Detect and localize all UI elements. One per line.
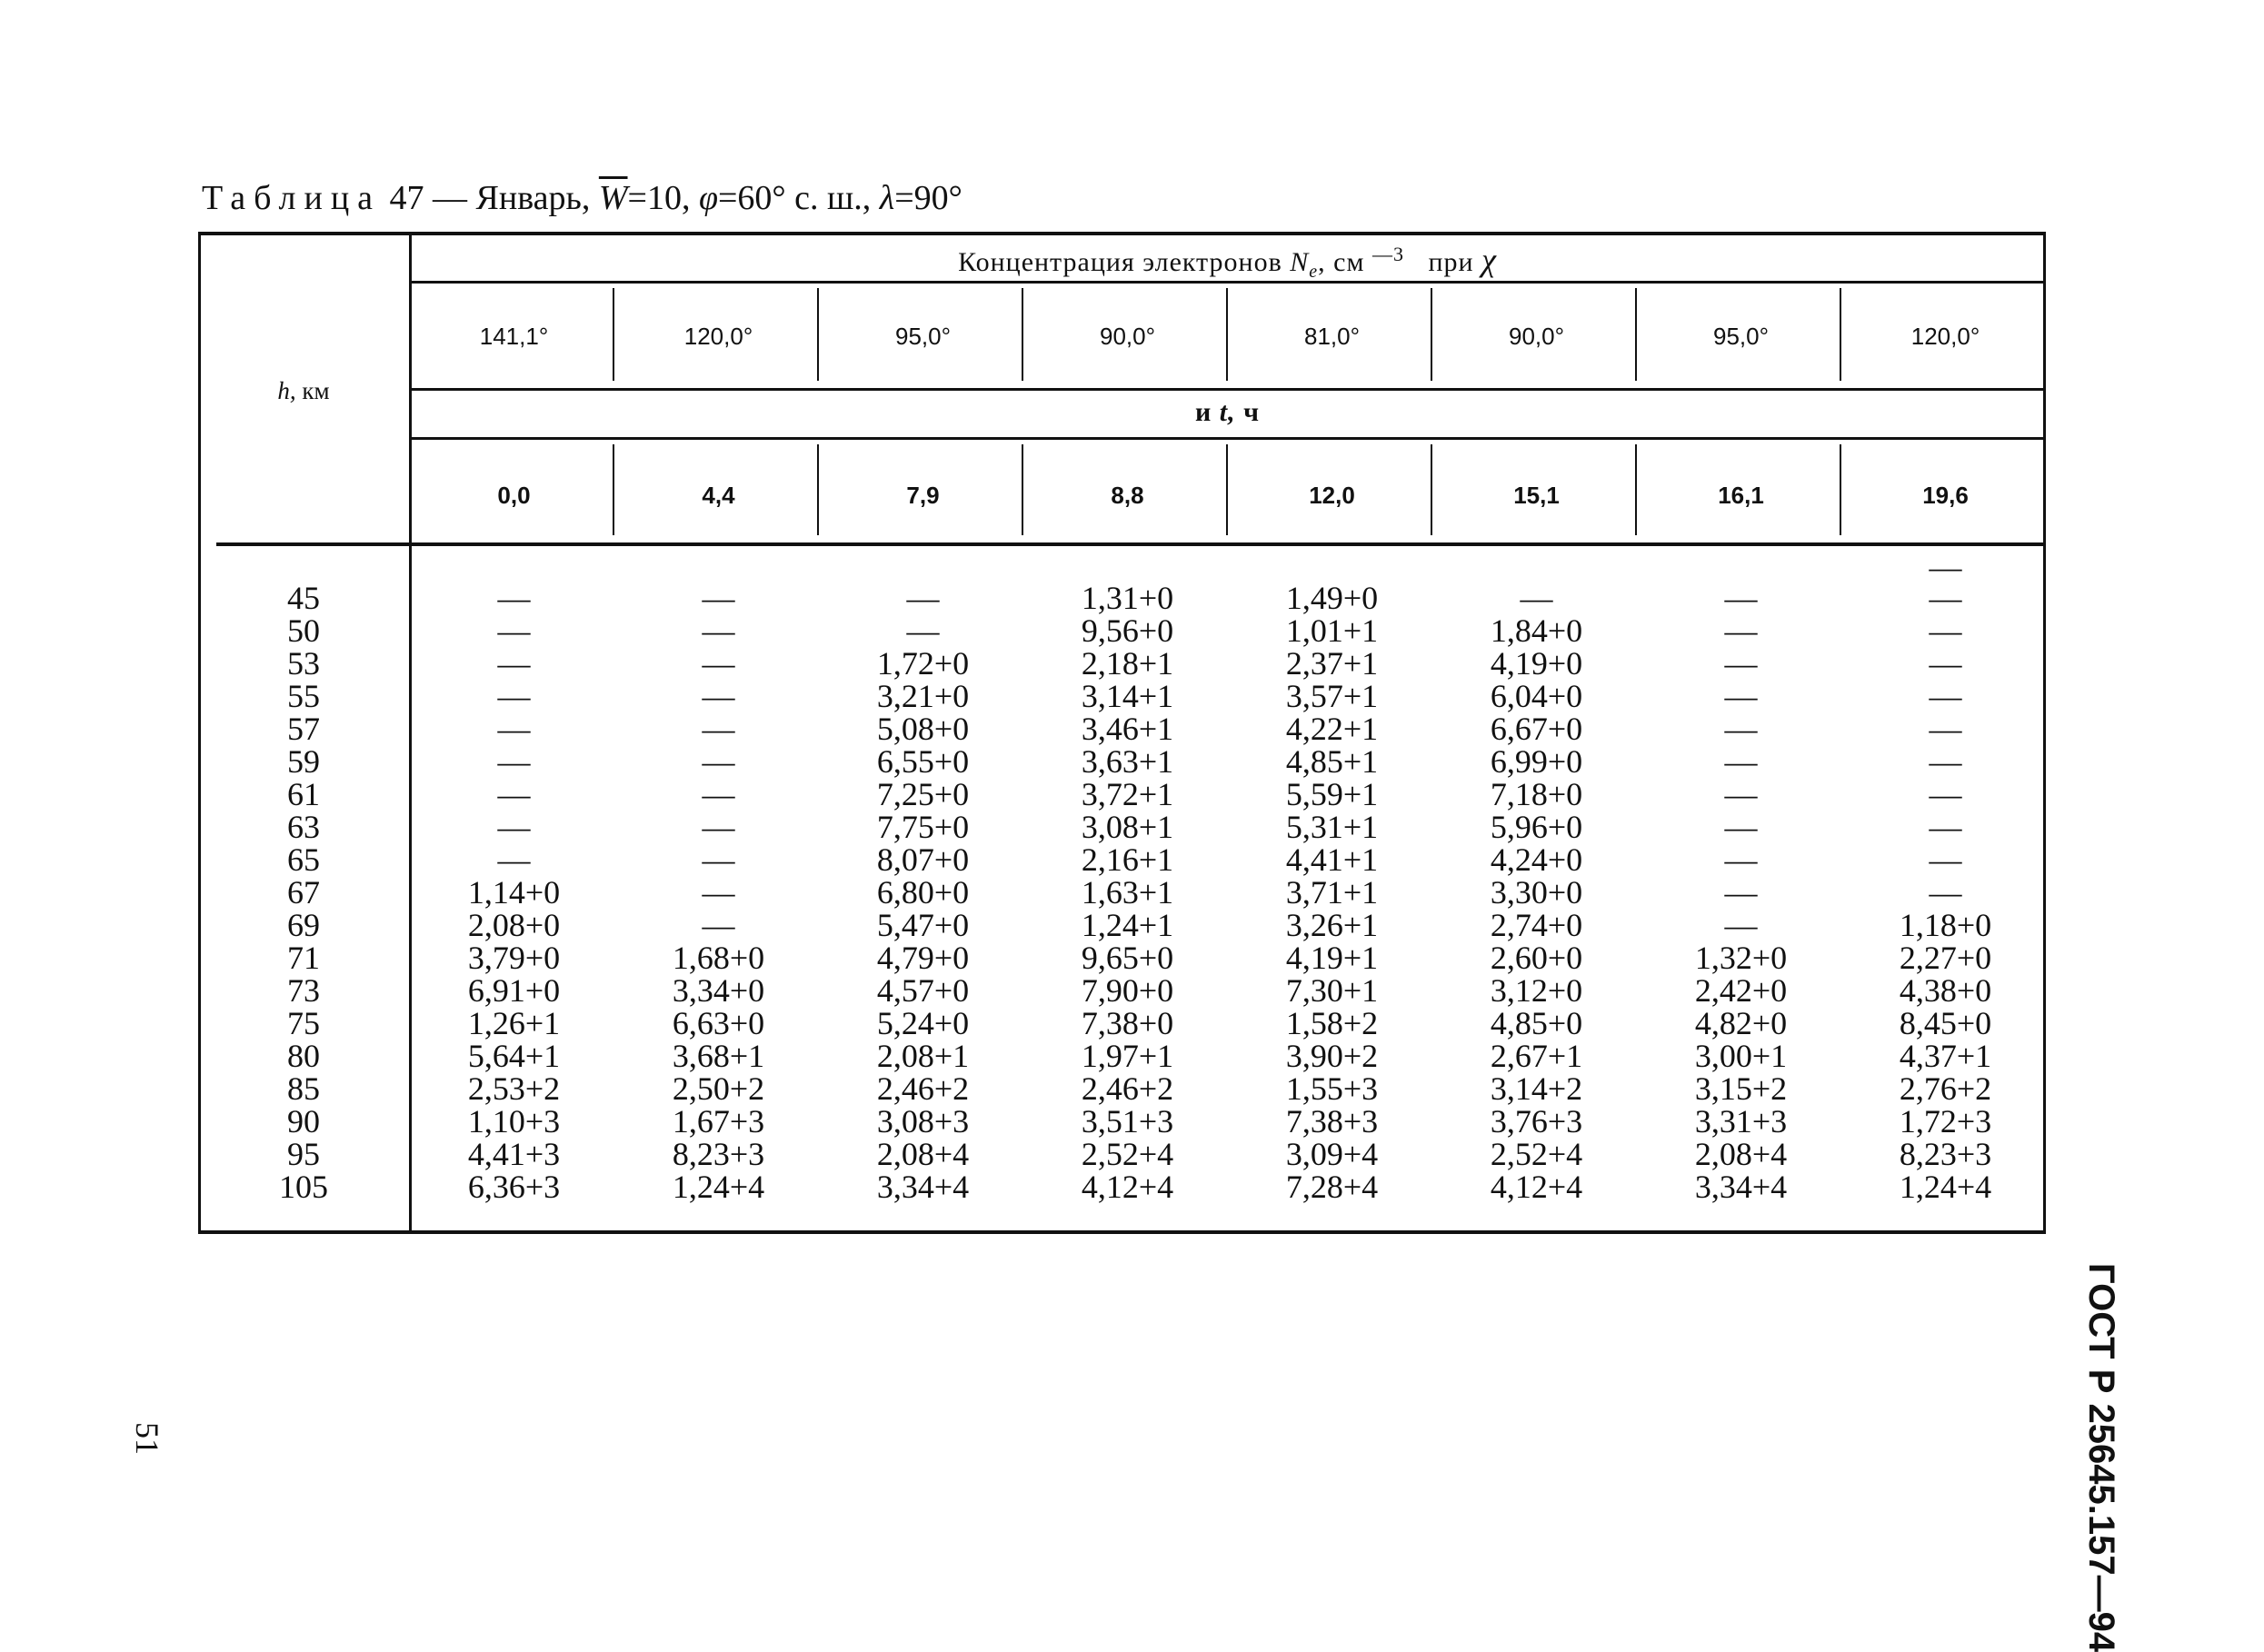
value-cell: 1,24+4 <box>672 1169 765 1205</box>
value-cell: 1,24+1 <box>1081 907 1174 943</box>
value-cell: — <box>1724 612 1758 649</box>
value-cell: 6,91+0 <box>467 972 561 1009</box>
value-cell: 2,42+0 <box>1694 972 1788 1009</box>
value-cell: 7,75+0 <box>876 809 970 845</box>
value-cell: 3,12+0 <box>1490 972 1583 1009</box>
value-column <box>1843 582 2048 1203</box>
value-cell: 6,36+3 <box>467 1169 561 1205</box>
value-cell: — <box>906 580 940 616</box>
value-cell: — <box>497 841 531 878</box>
t-value: 0,0 <box>497 482 531 509</box>
value-cell: 8,23+3 <box>672 1136 765 1172</box>
value-cell: 3,08+1 <box>1081 809 1174 845</box>
concentration-pri: при <box>1428 247 1474 277</box>
h-cell: 53 <box>287 645 320 682</box>
value-cell: 2,60+0 <box>1490 940 1583 976</box>
value-cell: — <box>1724 580 1758 616</box>
value-column <box>616 582 821 1203</box>
value-cell: 4,82+0 <box>1694 1005 1788 1041</box>
value-cell: 4,38+0 <box>1899 972 1992 1009</box>
caption-w-symbol: $\overline{W}$ <box>598 179 628 217</box>
value-cell: 2,08+0 <box>467 907 561 943</box>
value-cell: 1,68+0 <box>672 940 765 976</box>
value-cell: 3,76+3 <box>1490 1103 1583 1139</box>
value-cell: 1,72+3 <box>1899 1103 1992 1139</box>
header-rule-3 <box>412 437 2043 440</box>
value-cell: — <box>1724 841 1758 878</box>
value-cell: 7,90+0 <box>1081 972 1174 1009</box>
value-cell: 3,26+1 <box>1285 907 1379 943</box>
value-cell: — <box>1724 809 1758 845</box>
value-cell: 3,46+1 <box>1081 711 1174 747</box>
h-cell: 45 <box>287 580 320 616</box>
value-column <box>1230 582 1434 1203</box>
value-cell: 1,14+0 <box>467 874 561 911</box>
caption-lambda-value: =90° <box>894 179 962 217</box>
value-cell: — <box>1929 776 1962 812</box>
h-cell: 75 <box>287 1005 320 1041</box>
chi-value: 120,0° <box>683 323 753 350</box>
value-cell: — <box>1929 678 1962 714</box>
value-cell: — <box>497 580 531 616</box>
value-cell: 2,08+4 <box>876 1136 970 1172</box>
h-cell: 90 <box>287 1103 320 1139</box>
value-cell: 2,08+4 <box>1694 1136 1788 1172</box>
h-column <box>198 582 409 1203</box>
value-cell: — <box>1929 874 1962 911</box>
value-cell: — <box>1724 907 1758 943</box>
value-cell: — <box>497 612 531 649</box>
value-cell: 6,04+0 <box>1490 678 1583 714</box>
t-value: 8,8 <box>1111 482 1144 509</box>
value-cell: 1,58+2 <box>1285 1005 1379 1041</box>
value-cell: 2,18+1 <box>1081 645 1174 682</box>
t-value: 16,1 <box>1718 482 1764 509</box>
value-cell: — <box>906 612 940 649</box>
h-cell: 55 <box>287 678 320 714</box>
value-cell: 6,55+0 <box>876 743 970 780</box>
value-column <box>1639 582 1843 1203</box>
h-cell: 63 <box>287 809 320 845</box>
h-cell: 71 <box>287 940 320 976</box>
value-cell: 2,67+1 <box>1490 1038 1583 1074</box>
value-cell: — <box>497 743 531 780</box>
value-cell: — <box>702 711 735 747</box>
header-rule-2 <box>412 388 2043 391</box>
value-cell: 2,76+2 <box>1899 1070 1992 1107</box>
value-cell: 7,30+1 <box>1285 972 1379 1009</box>
value-cell: 2,27+0 <box>1899 940 1992 976</box>
value-cell: 3,31+3 <box>1694 1103 1788 1139</box>
t-prefix: и <box>1194 397 1212 427</box>
h-unit: км <box>302 377 330 404</box>
value-cell: — <box>1724 645 1758 682</box>
h-cell: 65 <box>287 841 320 878</box>
data-table <box>198 232 2046 1231</box>
caption-phi-symbol: φ <box>698 179 718 217</box>
h-cell: 95 <box>287 1136 320 1172</box>
chi-symbol: χ <box>1481 242 1497 278</box>
h-cell: 69 <box>287 907 320 943</box>
chi-value: 90,0° <box>1099 323 1155 350</box>
value-cell: 3,30+0 <box>1490 874 1583 911</box>
value-cell: 3,00+1 <box>1694 1038 1788 1074</box>
value-cell: — <box>1929 743 1962 780</box>
standard-designation: ГОСТ Р 25645.157—94 <box>2081 1263 2121 1652</box>
table-top-rule <box>198 232 2046 235</box>
t-symbol: t, <box>1219 397 1236 427</box>
value-cell: — <box>702 612 735 649</box>
caption-number-month: 47 — Январь, <box>389 179 591 217</box>
page-number: 51 <box>129 1422 165 1455</box>
value-cell: 1,67+3 <box>672 1103 765 1139</box>
value-cell: 2,52+4 <box>1490 1136 1583 1172</box>
h-cell: 105 <box>279 1169 328 1205</box>
value-cell: 2,16+1 <box>1081 841 1174 878</box>
value-cell: — <box>1724 874 1758 911</box>
h-cell: 80 <box>287 1038 320 1074</box>
value-cell: — <box>702 841 735 878</box>
value-cell: 2,37+1 <box>1285 645 1379 682</box>
value-cell: 8,23+3 <box>1899 1136 1992 1172</box>
value-cell: 4,37+1 <box>1899 1038 1992 1074</box>
h-cell: 73 <box>287 972 320 1009</box>
value-cell: — <box>497 809 531 845</box>
value-cell: — <box>1929 580 1962 616</box>
value-cell: 3,71+1 <box>1285 874 1379 911</box>
t-value: 7,9 <box>906 482 940 509</box>
value-cell: — <box>702 874 735 911</box>
chi-value: 95,0° <box>1712 323 1769 350</box>
value-cell: — <box>1520 580 1553 616</box>
value-cell: — <box>1929 612 1962 649</box>
value-cell: 1,10+3 <box>467 1103 561 1139</box>
value-cell: 1,32+0 <box>1694 940 1788 976</box>
concentration-power: —3 <box>1371 243 1404 265</box>
value-cell: — <box>1929 645 1962 682</box>
value-cell: 3,79+0 <box>467 940 561 976</box>
value-cell: 3,63+1 <box>1081 743 1174 780</box>
value-cell: — <box>702 907 735 943</box>
h-km-header <box>198 377 409 405</box>
t-value: 4,4 <box>702 482 735 509</box>
value-column <box>1025 582 1230 1203</box>
value-cell: — <box>702 678 735 714</box>
value-cell: 5,64+1 <box>467 1038 561 1074</box>
value-column <box>412 582 616 1203</box>
value-cell: 1,72+0 <box>876 645 970 682</box>
value-cell: — <box>1929 711 1962 747</box>
value-cell: 4,22+1 <box>1285 711 1379 747</box>
value-cell: — <box>702 776 735 812</box>
chi-value: 141,1° <box>479 323 549 350</box>
caption-phi-value: =60° с. ш., <box>717 179 872 217</box>
value-cell: 3,90+2 <box>1285 1038 1379 1074</box>
caption-w-value: =10, <box>627 179 691 217</box>
value-cell: 3,34+4 <box>876 1169 970 1205</box>
value-cell: 8,07+0 <box>876 841 970 878</box>
t-value: 15,1 <box>1513 482 1560 509</box>
value-cell: 1,55+3 <box>1285 1070 1379 1107</box>
value-cell: — <box>1929 809 1962 845</box>
value-cell: — <box>702 645 735 682</box>
value-cell: 3,14+1 <box>1081 678 1174 714</box>
value-cell: — <box>1724 678 1758 714</box>
value-cell: 3,34+4 <box>1694 1169 1788 1205</box>
concentration-header <box>412 241 2043 283</box>
value-cell: 5,08+0 <box>876 711 970 747</box>
value-cell: 1,24+4 <box>1899 1169 1992 1205</box>
t-unit: ч <box>1243 397 1261 427</box>
value-cell: 2,52+4 <box>1081 1136 1174 1172</box>
h-cell: 57 <box>287 711 320 747</box>
value-cell: — <box>497 645 531 682</box>
value-cell: 2,46+2 <box>1081 1070 1174 1107</box>
value-cell: 5,31+1 <box>1285 809 1379 845</box>
value-cell: 8,45+0 <box>1899 1005 1992 1041</box>
value-cell: 7,25+0 <box>876 776 970 812</box>
value-cell: 5,47+0 <box>876 907 970 943</box>
value-cell: — <box>1929 841 1962 878</box>
value-cell: 3,21+0 <box>876 678 970 714</box>
chi-value: 81,0° <box>1303 323 1360 350</box>
value-cell: — <box>1724 776 1758 812</box>
value-cell: 3,68+1 <box>672 1038 765 1074</box>
ne-subscript: e <box>1309 262 1319 282</box>
value-cell: 4,79+0 <box>876 940 970 976</box>
value-cell: 9,56+0 <box>1081 612 1174 649</box>
value-cell: 1,84+0 <box>1490 612 1583 649</box>
t-value: 12,0 <box>1309 482 1355 509</box>
h-cell: 61 <box>287 776 320 812</box>
h-cell: 59 <box>287 743 320 780</box>
value-cell: 4,19+1 <box>1285 940 1379 976</box>
t-header <box>412 397 2043 428</box>
header-bottom-rule <box>216 542 2043 546</box>
value-cell: 1,18+0 <box>1899 907 1992 943</box>
value-cell: — <box>702 580 735 616</box>
table-body <box>198 549 2046 1218</box>
value-cell: 1,01+1 <box>1285 612 1379 649</box>
value-cell: 2,50+2 <box>672 1070 765 1107</box>
value-cell: 3,14+2 <box>1490 1070 1583 1107</box>
value-cell: — <box>702 809 735 845</box>
value-cell: 2,74+0 <box>1490 907 1583 943</box>
value-cell: 7,28+4 <box>1285 1169 1379 1205</box>
value-cell: 4,85+1 <box>1285 743 1379 780</box>
value-cell: 1,31+0 <box>1081 580 1174 616</box>
value-column <box>1434 582 1639 1203</box>
h-cell: 67 <box>287 874 320 911</box>
value-cell: 6,63+0 <box>672 1005 765 1041</box>
value-cell: 3,57+1 <box>1285 678 1379 714</box>
value-cell: 4,41+1 <box>1285 841 1379 878</box>
value-cell: 3,08+3 <box>876 1103 970 1139</box>
caption-word: Таблица <box>202 179 382 217</box>
chi-value: 120,0° <box>1910 323 1980 350</box>
value-cell: 6,67+0 <box>1490 711 1583 747</box>
value-cell: — <box>497 711 531 747</box>
value-cell: 7,38+3 <box>1285 1103 1379 1139</box>
h-cell: 50 <box>287 612 320 649</box>
value-cell: 4,85+0 <box>1490 1005 1583 1041</box>
value-cell: 2,08+1 <box>876 1038 970 1074</box>
value-cell: 6,99+0 <box>1490 743 1583 780</box>
value-cell: 7,38+0 <box>1081 1005 1174 1041</box>
value-cell: 1,97+1 <box>1081 1038 1174 1074</box>
ne-symbol: N <box>1290 247 1310 277</box>
value-cell: 4,41+3 <box>467 1136 561 1172</box>
value-cell: 2,53+2 <box>467 1070 561 1107</box>
value-cell: — <box>497 776 531 812</box>
value-cell: 4,12+4 <box>1081 1169 1174 1205</box>
value-cell: 3,72+1 <box>1081 776 1174 812</box>
h-symbol: h, <box>277 377 296 404</box>
value-cell: 6,80+0 <box>876 874 970 911</box>
chi-value: 90,0° <box>1508 323 1564 350</box>
extra-dash-cell: — <box>1929 549 1962 585</box>
value-cell: 3,51+3 <box>1081 1103 1174 1139</box>
value-cell: — <box>1724 711 1758 747</box>
value-cell: 7,18+0 <box>1490 776 1583 812</box>
caption-lambda-symbol: λ <box>879 179 895 217</box>
value-cell: 9,65+0 <box>1081 940 1174 976</box>
value-cell: 4,19+0 <box>1490 645 1583 682</box>
value-cell: 4,12+4 <box>1490 1169 1583 1205</box>
value-cell: 4,24+0 <box>1490 841 1583 878</box>
value-cell: 1,49+0 <box>1285 580 1379 616</box>
value-cell: 2,46+2 <box>876 1070 970 1107</box>
h-cell: 85 <box>287 1070 320 1107</box>
value-cell: — <box>497 678 531 714</box>
t-value: 19,6 <box>1922 482 1969 509</box>
value-cell: 1,63+1 <box>1081 874 1174 911</box>
table-bottom-rule <box>198 1230 2046 1234</box>
value-column <box>821 582 1025 1203</box>
concentration-text: Концентрация электронов <box>958 247 1282 277</box>
value-cell: — <box>1724 743 1758 780</box>
concentration-unit: , см <box>1318 247 1365 277</box>
value-cell: 5,96+0 <box>1490 809 1583 845</box>
value-cell: 5,59+1 <box>1285 776 1379 812</box>
value-cell: 3,15+2 <box>1694 1070 1788 1107</box>
value-cell: 3,34+0 <box>672 972 765 1009</box>
chi-value: 95,0° <box>894 323 951 350</box>
value-cell: 4,57+0 <box>876 972 970 1009</box>
value-cell: 1,26+1 <box>467 1005 561 1041</box>
value-cell: 5,24+0 <box>876 1005 970 1041</box>
table-caption <box>202 178 962 218</box>
value-cell: — <box>702 743 735 780</box>
value-cell: 3,09+4 <box>1285 1136 1379 1172</box>
